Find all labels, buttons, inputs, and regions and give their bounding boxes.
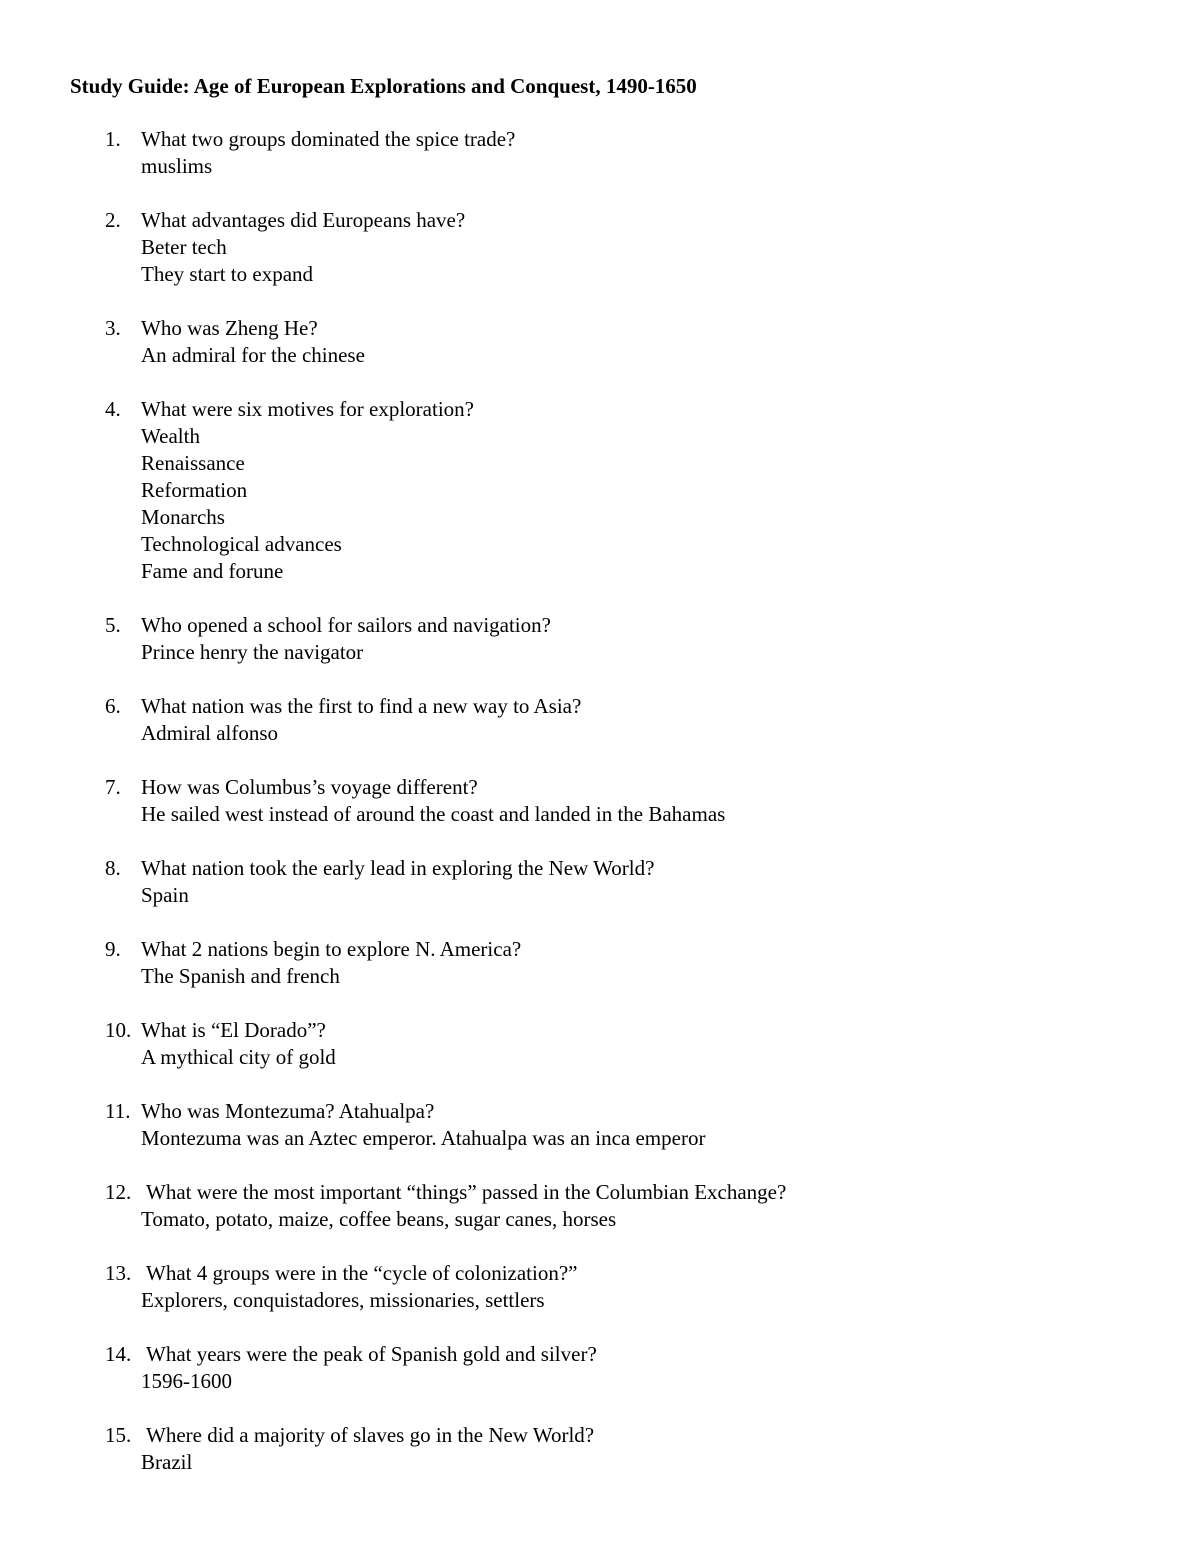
question-text: How was Columbus’s voyage different? <box>141 775 478 799</box>
question-text: Who was Montezuma? Atahualpa? <box>141 1099 435 1123</box>
question-line <box>0 693 1200 720</box>
question-number: 2. <box>105 208 121 232</box>
answer-line: Fame and forune <box>141 559 284 583</box>
answer-list <box>0 153 1200 180</box>
answer-list <box>0 639 1200 666</box>
question-number: 8. <box>105 856 121 880</box>
question-item <box>0 693 1200 747</box>
question-text: Where did a majority of slaves go in the New World? <box>146 1423 595 1447</box>
answer-line: Explorers, conquistadores, missionaries, settlers <box>141 1288 545 1312</box>
answer-list <box>0 1368 1200 1395</box>
answer-line: Spain <box>141 883 189 907</box>
answer-line: Beter tech <box>141 235 227 259</box>
answer-list <box>0 801 1200 828</box>
question-item <box>0 1098 1200 1152</box>
question-number: 6. <box>105 694 121 718</box>
question-number: 10. <box>105 1018 132 1042</box>
question-item <box>0 1422 1200 1476</box>
answer-list <box>0 342 1200 369</box>
answer-line: muslims <box>141 154 213 178</box>
question-item <box>0 126 1200 180</box>
question-text: What 2 nations begin to explore N. America? <box>141 937 522 961</box>
answer-line: Brazil <box>141 1450 193 1474</box>
question-item <box>0 1341 1200 1395</box>
question-item <box>0 396 1200 585</box>
page-title: Study Guide: Age of European Explorations and Conquest, 1490-1650 <box>70 74 697 98</box>
question-number: 11. <box>105 1099 131 1123</box>
question-line <box>0 1422 1200 1449</box>
question-number: 5. <box>105 613 121 637</box>
question-text: Who was Zheng He? <box>141 316 318 340</box>
question-line <box>0 855 1200 882</box>
question-item <box>0 612 1200 666</box>
question-text: What were the most important “things” passed in the Columbian Exchange? <box>146 1180 787 1204</box>
answer-line: Monarchs <box>141 505 225 529</box>
question-text: What were six motives for exploration? <box>141 397 474 421</box>
answer-list <box>0 1044 1200 1071</box>
answer-line: A mythical city of gold <box>141 1045 336 1069</box>
question-text: What nation took the early lead in exploring the New World? <box>141 856 655 880</box>
question-number: 14. <box>105 1342 132 1366</box>
question-line <box>0 1098 1200 1125</box>
answer-line: Prince henry the navigator <box>141 640 364 664</box>
answer-list <box>0 234 1200 288</box>
answer-list <box>0 882 1200 909</box>
question-line <box>0 315 1200 342</box>
answer-list <box>0 1287 1200 1314</box>
question-number: 13. <box>105 1261 132 1285</box>
answer-list <box>0 1206 1200 1233</box>
question-number: 7. <box>105 775 121 799</box>
question-text: What is “El Dorado”? <box>141 1018 326 1042</box>
question-item <box>0 315 1200 369</box>
answer-line: They start to expand <box>141 262 314 286</box>
question-item <box>0 1179 1200 1233</box>
answer-list <box>0 1125 1200 1152</box>
question-item <box>0 207 1200 288</box>
question-item <box>0 936 1200 990</box>
question-number: 1. <box>105 127 121 151</box>
answer-list <box>0 720 1200 747</box>
question-line <box>0 126 1200 153</box>
answer-line: He sailed west instead of around the coast and landed in the Bahamas <box>141 802 726 826</box>
answer-line: Reformation <box>141 478 248 502</box>
question-number: 15. <box>105 1423 132 1447</box>
question-line <box>0 207 1200 234</box>
answer-line: An admiral for the chinese <box>141 343 365 367</box>
answer-line: Tomato, potato, maize, coffee beans, sugar canes, horses <box>141 1207 617 1231</box>
answer-list <box>0 423 1200 585</box>
answer-list <box>0 963 1200 990</box>
question-text: Who opened a school for sailors and navigation? <box>141 613 551 637</box>
question-line <box>0 1179 1200 1206</box>
answer-list <box>0 1449 1200 1476</box>
answer-line: Wealth <box>141 424 200 448</box>
answer-line: Montezuma was an Aztec emperor. Atahualpa was an inca emperor <box>141 1126 706 1150</box>
question-line <box>0 936 1200 963</box>
answer-line: Admiral alfonso <box>141 721 279 745</box>
answer-line: The Spanish and french <box>141 964 340 988</box>
answer-line: Technological advances <box>141 532 342 556</box>
question-item <box>0 855 1200 909</box>
question-number: 12. <box>105 1180 132 1204</box>
question-line <box>0 1260 1200 1287</box>
question-text: What advantages did Europeans have? <box>141 208 466 232</box>
question-line <box>0 396 1200 423</box>
question-line <box>0 774 1200 801</box>
question-item <box>0 774 1200 828</box>
question-line <box>0 612 1200 639</box>
question-number: 3. <box>105 316 121 340</box>
question-text: What nation was the first to find a new way to Asia? <box>141 694 582 718</box>
question-line <box>0 1341 1200 1368</box>
question-text: What 4 groups were in the “cycle of colonization?” <box>146 1261 578 1285</box>
question-item <box>0 1260 1200 1314</box>
question-item <box>0 1017 1200 1071</box>
question-list <box>0 126 1200 1503</box>
answer-line: Renaissance <box>141 451 245 475</box>
question-text: What years were the peak of Spanish gold and silver? <box>146 1342 597 1366</box>
question-line <box>0 1017 1200 1044</box>
question-number: 4. <box>105 397 121 421</box>
answer-line: 1596-1600 <box>141 1369 232 1393</box>
question-number: 9. <box>105 937 121 961</box>
question-text: What two groups dominated the spice trade? <box>141 127 516 151</box>
